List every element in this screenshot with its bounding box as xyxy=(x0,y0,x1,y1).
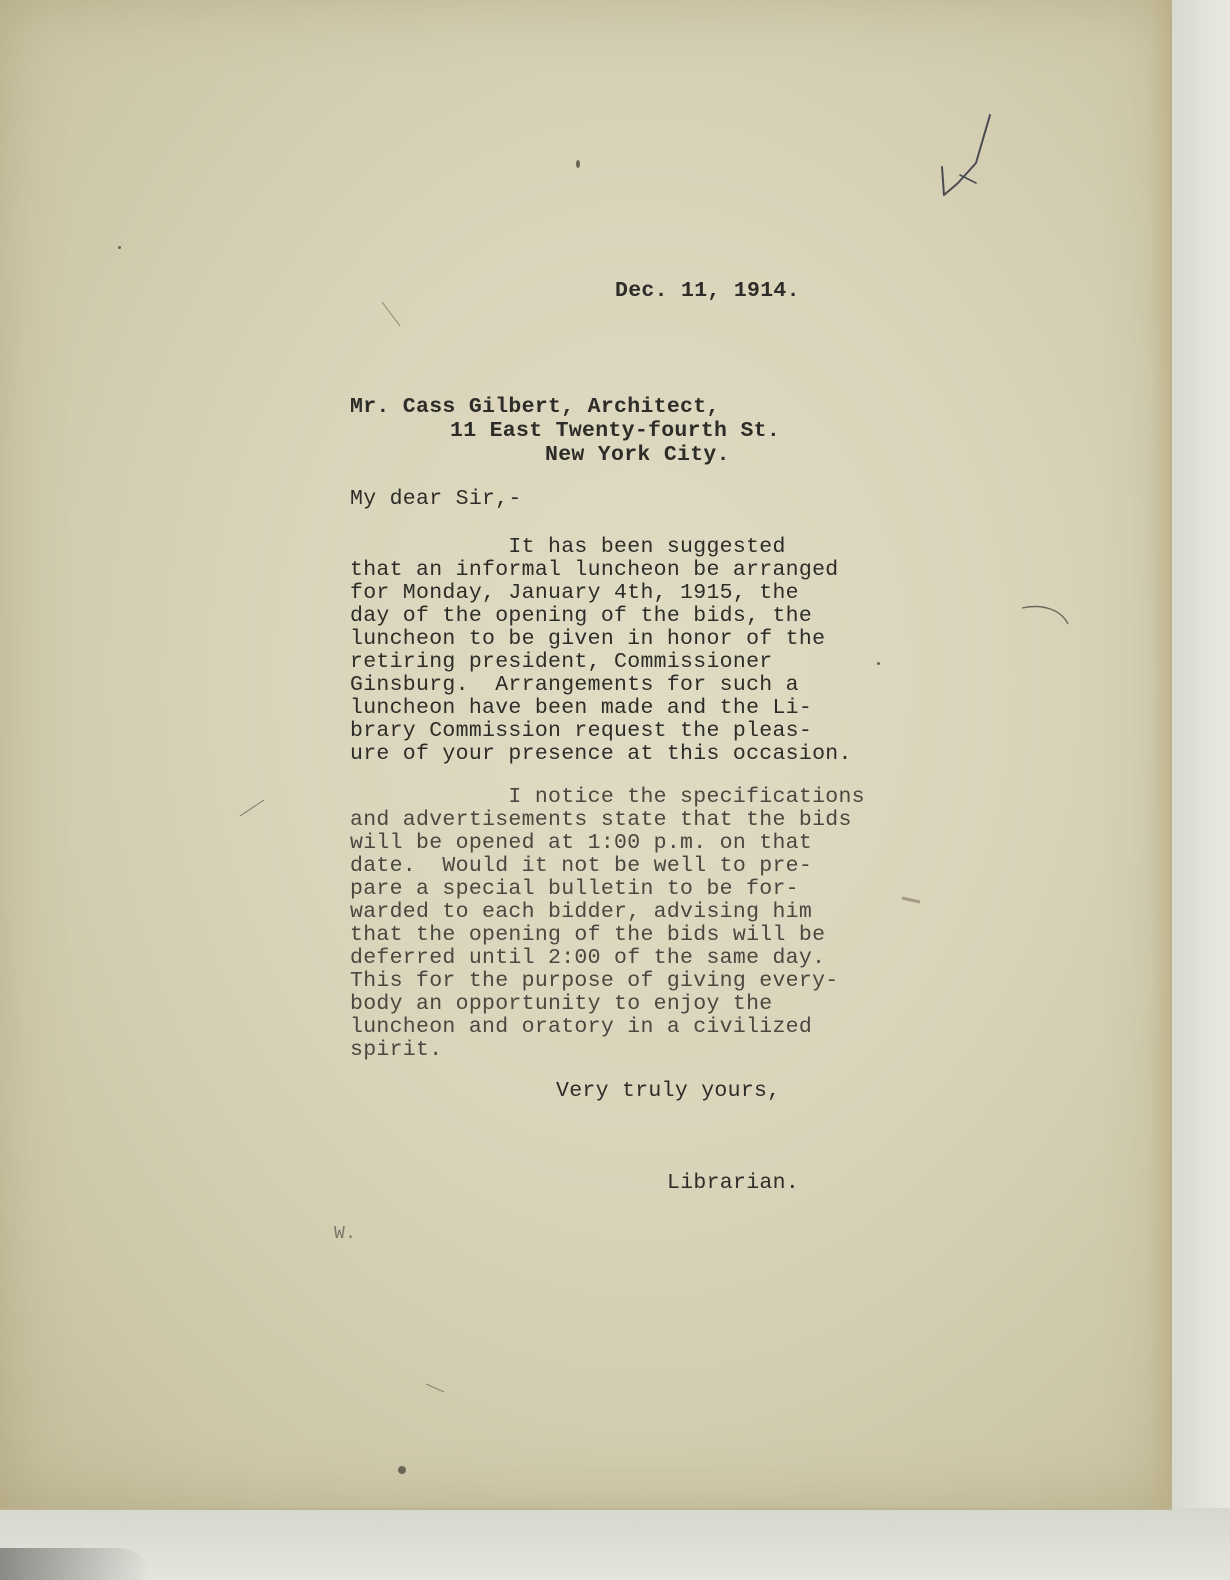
paper-scratch xyxy=(238,796,268,818)
paper-scratch xyxy=(424,1382,448,1396)
addressee-line-2: 11 East Twenty-fourth St. xyxy=(450,419,781,443)
scan-backdrop-right xyxy=(1170,0,1230,1580)
salutation: My dear Sir,- xyxy=(350,487,522,511)
scan-shadow xyxy=(0,1548,150,1580)
paper-scratch xyxy=(380,300,404,330)
body-paragraph-1: It has been suggested that an informal luncheon be arranged for Monday, January 4th, 1915, the day of the opening of the bids, the luncheon to be given in honor of the retiring president, Commissioner Ginsburg. Arrangements for such a luncheon have been made and the Li- brary Commission request the pleas- ure of your presence at this occasion. xyxy=(350,535,852,766)
paper-scratch xyxy=(1020,600,1072,628)
pencil-check-mark-icon xyxy=(930,105,1000,205)
paper-speck xyxy=(877,662,880,665)
body-paragraph-2: I notice the specifications and advertisements state that the bids will be opened at 1:00 p.m. on that date. Would it not be well to pre- pare a special bulletin to be for- warded to each bidder, advising him that the opening of the bids will be deferred until 2:00 of the same day. This for the purpose of giving every- body an opportunity to enjoy the luncheon and oratory in a civilized spirit. xyxy=(350,785,865,1062)
typist-initial: W. xyxy=(334,1224,357,1244)
addressee-line-1: Mr. Cass Gilbert, Architect, xyxy=(350,395,720,419)
signature-title: Librarian. xyxy=(667,1171,800,1195)
paper-scratch xyxy=(900,892,924,906)
complimentary-close: Very truly yours, xyxy=(556,1079,781,1103)
scan-backdrop-bottom xyxy=(0,1508,1230,1580)
paper-speck xyxy=(118,246,121,249)
letter-date: Dec. 11, 1914. xyxy=(615,279,800,303)
paper-edge xyxy=(1150,0,1170,1508)
addressee-line-3: New York City. xyxy=(545,443,730,467)
paper-speck xyxy=(398,1466,406,1474)
paper-speck xyxy=(576,160,580,168)
